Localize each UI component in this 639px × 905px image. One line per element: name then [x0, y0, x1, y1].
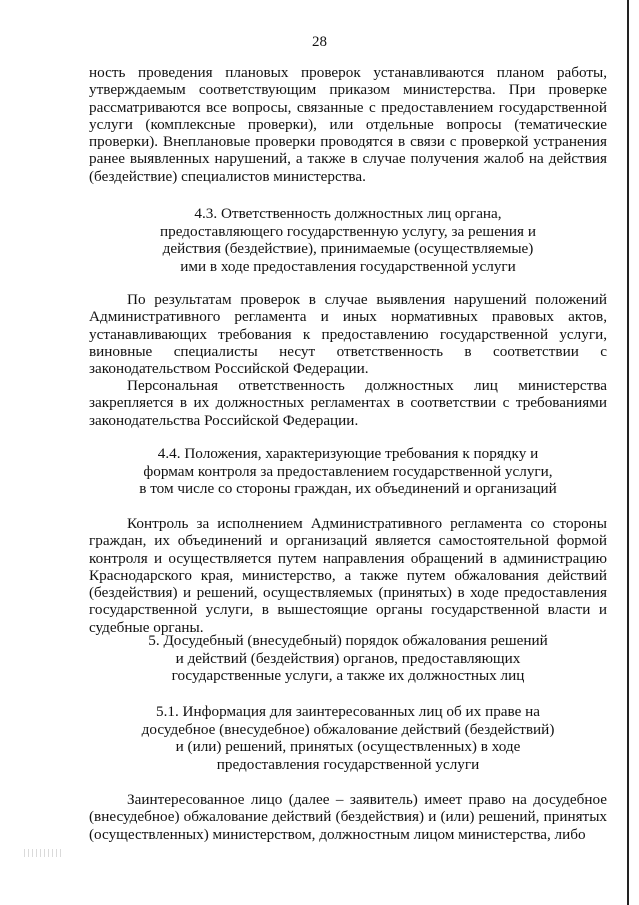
heading-4-4: [89, 445, 607, 498]
heading-4-3-line: предоставляющего государственную услугу, за решения и: [160, 222, 536, 240]
heading-4-4-line: формам контроля за предоставлением государственной услуги,: [143, 462, 553, 480]
heading-5-line: 5. Досудебный (внесудебный) порядок обжалования решений: [148, 632, 548, 649]
heading-4-3-line: действия (бездействие), принимаемые (осуществляемые): [162, 240, 534, 257]
heading-5: [89, 632, 607, 685]
heading-5-line: государственные услуги, а также их должностных лиц: [171, 667, 525, 684]
heading-5-line: и действий (бездействия) органов, предоставляющих: [175, 649, 521, 667]
heading-5-1: [89, 703, 607, 773]
paragraph-personal-responsibility: Персональная ответственность должностных лиц министерства закрепляется в их должностных регламентах в соответствии с требованиями законодательства Российской Федерации.: [89, 377, 607, 429]
paragraph-appeal-right: Заинтересованное лицо (далее – заявитель) имеет право на досудебное (внесудебное) обжалование действий (бездействия) и (или) решений, принятых (осуществленных) министерством, должностным лицом министерства, либо: [89, 791, 607, 843]
paragraph-citizen-control: Контроль за исполнением Административного регламента со стороны граждан, их объединений и организаций является самостоятельной формой контроля и осуществляется путем направления обращений в администрацию Краснодарского края, министерство, а также путем обжалования действий (бездействия) и решений, осуществляемых (принятых) в ходе предоставления государственной услуги, в вышестоящие органы государственной власти и судебные органы.: [89, 515, 607, 636]
heading-4-4-line: 4.4. Положения, характеризующие требования к порядку и: [157, 445, 539, 462]
heading-5-1-line: предоставления государственной услуги: [216, 755, 480, 773]
heading-4-3: [89, 205, 607, 275]
scan-edge-line: [627, 0, 629, 905]
paragraph-responsibility: По результатам проверок в случае выявления нарушений положений Административного регламента и иных нормативных правовых актов, устанавливающих требования к предоставлению государственной услуги, виновные специалисты несут ответственность в соответствии с законодательством Российской Федерации.: [89, 291, 607, 378]
heading-4-3-line: 4.3. Ответственность должностных лиц органа,: [194, 205, 502, 222]
heading-5-1-line: и (или) решений, принятых (осуществленных) в ходе: [175, 738, 521, 755]
heading-5-1-line: досудебное (внесудебное) обжалование действий (бездействий): [141, 720, 555, 738]
paragraph-inspection-schedule: ность проведения плановых проверок устанавливаются планом работы, утверждаемым соответствующим приказом министерства. При проверке рассматриваются все вопросы, связанные с предоставлением государственной услуги (комплексные проверки), или отдельные вопросы (тематические проверки). Внеплановые проверки проводятся в связи с проверкой устранения ранее выявленных нарушений, а также в случае получения жалоб на действия (бездействие) специалистов министерства.: [89, 64, 607, 185]
page-number: 28: [312, 34, 327, 50]
scan-noise: [24, 849, 64, 857]
heading-4-4-line: в том числе со стороны граждан, их объединений и организаций: [139, 480, 557, 497]
heading-4-3-line: ими в ходе предоставления государственной услуги: [180, 257, 516, 275]
heading-5-1-line: 5.1. Информация для заинтересованных лиц об их праве на: [155, 703, 541, 720]
